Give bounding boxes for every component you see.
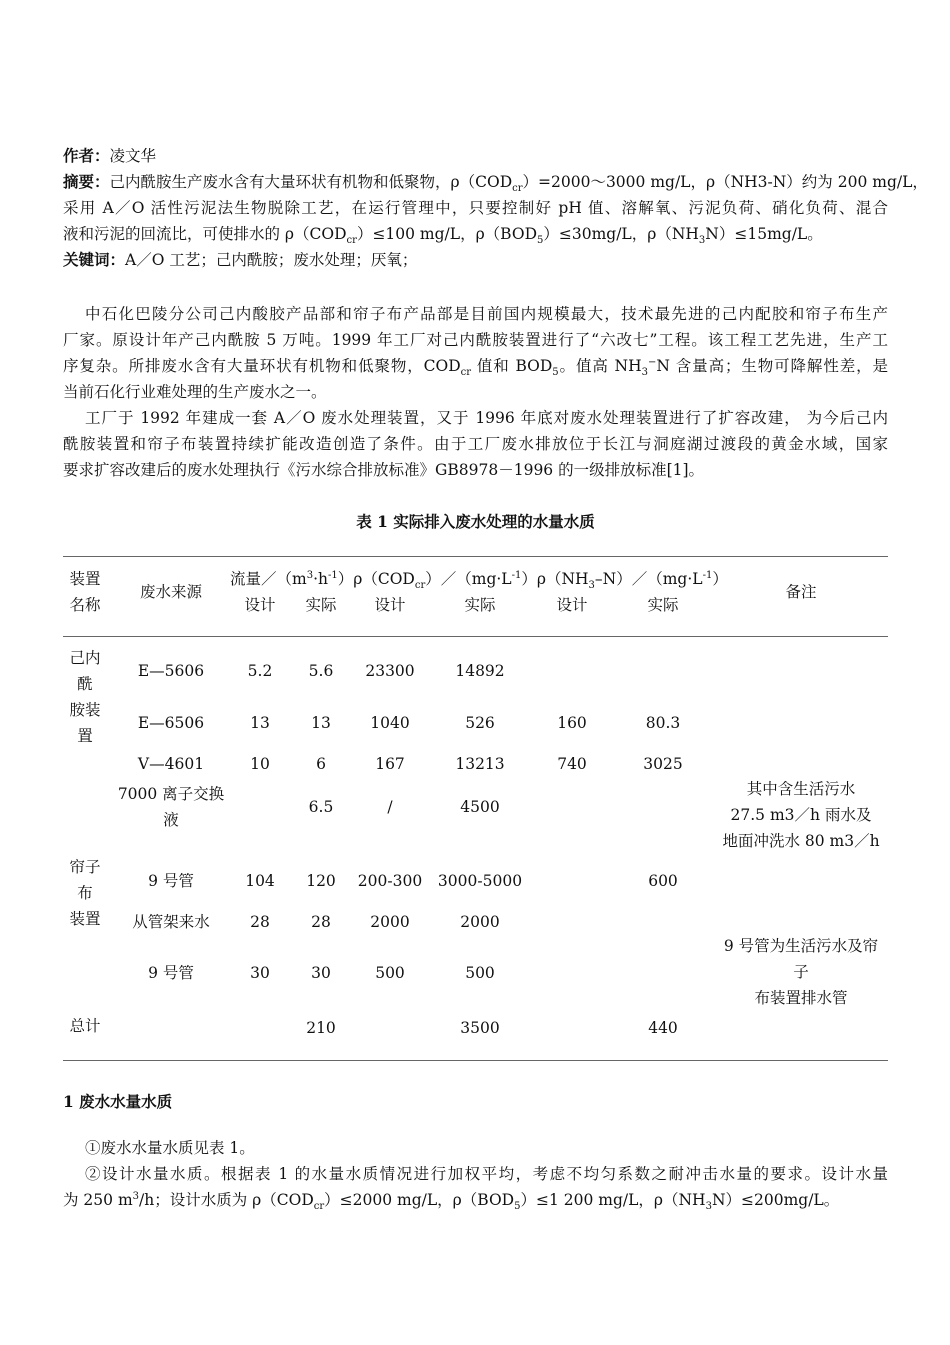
device-label-line: 置: [77, 727, 93, 745]
table-cell-cod-actual: 14892: [455, 662, 505, 680]
paragraph-line: 酰胺装置和帘子布装置持续扩能改造创造了条件。由于工厂废水排放位于长江与洞庭湖过渡段的黄金水域，国家: [63, 435, 888, 453]
paragraph-line: 要求扩容改建后的废水处理执行《污水综合排放标准》GB8978－1996 的一级排放标准[1]。: [63, 461, 705, 479]
table-cell-flow-actual: 30: [311, 964, 331, 982]
device-cord: [69, 854, 100, 932]
table-cell-source: 9 号管: [148, 964, 194, 982]
table-cell-source: V—4601: [137, 755, 205, 773]
table-cell-cod-actual: 500: [465, 964, 495, 982]
keywords-line: [63, 247, 888, 273]
abstract-line-1: [63, 169, 928, 195]
device-label-line: 布: [77, 884, 93, 902]
total-flow-actual: 210: [306, 1019, 336, 1037]
table-cell-cod-actual: 2000: [460, 913, 500, 931]
abstract-label: 摘要：: [63, 172, 110, 191]
table-cell-source: E—5606: [137, 662, 205, 680]
table-cell-flow-design: 13: [250, 714, 270, 732]
intro-section: [63, 301, 888, 483]
remark-line: 其中含生活污水: [746, 780, 856, 798]
abstract-line-2: 采用 A／O 活性污泥法生物脱除工艺，在运行管理中，只要控制好 pH 值、溶解氧、污泥负荷、硝化负荷、混合: [63, 199, 888, 217]
keywords-label: 关键词：: [63, 250, 126, 269]
paragraph-line: 中石化巴陵分公司己内酸胶产品部和帘子布产品部是目前国内规模最大，技术最先进的己内配胶和帘子布生产: [85, 305, 888, 323]
header-remark: 备注: [785, 583, 817, 601]
author-line: [63, 143, 888, 169]
article-meta: [63, 143, 928, 273]
table-cell-flow-design: 10: [250, 755, 270, 773]
paragraph-line: 为 250 $m^3/h$；设计水质为 $\rho(COD_{cr})\le 2000$ mg/L，$\rho(BOD_5)\le 1$ 200 mg/L，$\rho(NH_3N)\le 200mg/L$。: [63, 1190, 840, 1213]
table-cell-flow-actual: 28: [311, 913, 331, 931]
table-cell-cod-design: 167: [375, 755, 405, 773]
paragraph-line: 当前石化行业难处理的生产废水之一。: [63, 383, 327, 401]
table-cell-cod-design: 500: [375, 964, 405, 982]
table-cell-flow-actual: 5.6: [308, 662, 334, 680]
table-cell-flow-design: 5.2: [247, 662, 273, 680]
device-label-line: 帘子: [69, 858, 101, 876]
header-nh3-actual: 实际: [647, 596, 679, 614]
author-name: 凌文华: [109, 147, 157, 165]
device-label-line: 己内: [69, 649, 101, 667]
total-label: 总计: [69, 1017, 101, 1035]
source-line: 液: [163, 811, 179, 829]
keywords-text: A／O 工艺；己内酰胺；废水处理；厌氧；: [125, 251, 418, 269]
paragraph-line: ②设计水量水质。根据表 1 的水量水质情况进行加权平均，考虑不均匀系数之耐冲击水量的要求。设计水量: [85, 1165, 888, 1183]
paragraph-line: ①废水水量水质见表 1。: [85, 1139, 255, 1157]
table-cell-source: 9 号管: [148, 872, 194, 890]
table-cell-source: E—6506: [137, 714, 205, 732]
table-cell-flow-actual: 120: [306, 872, 336, 890]
table-cell-cod-actual: 13213: [455, 755, 505, 773]
device-label-line: 装置: [69, 910, 101, 928]
table-cell-cod-design: 1040: [370, 714, 410, 732]
table-cell-cod-design: 23300: [365, 662, 415, 680]
table-cell-nh3-actual: 80.3: [645, 714, 681, 732]
table-cell-flow-design: 30: [250, 964, 270, 982]
device-label-line: 酰: [77, 675, 93, 693]
header-device: [69, 566, 100, 618]
abstract-text-1: 己内酰胺生产废水含有大量环状有机物和低聚物，$\rho(COD_{cr})=2000\sim 3000$ mg/L，ρ（NH3-N）约为 200 mg/L，: [109, 173, 928, 195]
table-cell-cod-actual: 3000-5000: [437, 872, 523, 890]
table-cell-flow-design: 104: [245, 872, 275, 890]
table-cell-cod-actual: 526: [465, 714, 495, 732]
header-divider: [63, 636, 888, 637]
section-heading: 1 废水水量水质: [63, 1092, 173, 1111]
remark-line: 9 号管为生活污水及帘: [723, 937, 879, 955]
section-body: [63, 1135, 888, 1213]
header-nh3-design: 设计: [556, 596, 588, 614]
header-device-line: 装置: [69, 570, 101, 588]
header-flow-actual: 实际: [305, 596, 337, 614]
remark-line: 布装置排水管: [754, 989, 848, 1007]
table-cell-nh3-design: 160: [557, 714, 587, 732]
remark-line: 27.5 m3／h 雨水及: [730, 806, 872, 824]
table-cell-nh3-actual: 600: [648, 872, 678, 890]
table-cell-cod-design: 2000: [370, 913, 410, 931]
table-cell-flow-actual: 13: [311, 714, 331, 732]
table-cell-nh3-design: 740: [557, 755, 587, 773]
remark-line: 子: [793, 963, 809, 981]
header-cod-design: 设计: [374, 596, 406, 614]
table-cell-source: 从管架来水: [132, 913, 210, 931]
source-line: 7000 离子交换: [117, 785, 225, 803]
table-cell-source: [118, 781, 224, 833]
device-label-line: 胺装: [69, 701, 101, 719]
paragraph-line: 工厂于 1992 年建成一套 A／O 废水处理装置，又于 1996 年底对废水处理装置进行了扩容改建， 为今后己内: [85, 409, 888, 427]
header-flow-design: 设计: [244, 596, 276, 614]
table-cell-cod-actual: 4500: [460, 798, 500, 816]
paragraph-line: 序复杂。所排废水含有大量环状有机物和低聚物，$COD_{cr}$ 值和 $BOD_5$。值高 $NH_3^-N$ 含量高；生物可降解性差，是: [63, 356, 889, 379]
header-device-line: 名称: [69, 596, 101, 614]
total-cod-actual: 3500: [460, 1019, 500, 1037]
abstract-line-3: 液和污泥的回流比，可使排水的 $\rho(COD_{cr})\le 100$ mg/L，$\rho(BOD_5)\le 30mg/L$，$\rho(NH_3N)\le 15mg/L$。: [63, 225, 823, 247]
table-cell-flow-actual: 6.5: [308, 798, 334, 816]
paragraph-line: 厂家。原设计年产己内酰胺 5 万吨。1999 年工厂对己内酰胺装置进行了“六改七”工程。该工程工艺先进，生产工: [63, 331, 888, 349]
header-group-line: 流量$/(m^3\cdot h^{-1})\rho(COD_{cr})/(mg\cdot L^{-1})\rho(NH_3-N)/(mg\cdot L^{-1})$: [230, 569, 728, 592]
table-cell-flow-design: 28: [250, 913, 270, 931]
device-caprolactam: [69, 645, 100, 749]
table-cell-nh3-actual: 3025: [643, 755, 683, 773]
remark-2: [724, 933, 878, 1011]
author-label: 作者：: [63, 146, 110, 165]
table-cell-cod-design: 200-300: [357, 872, 423, 890]
table-caption: 表 1 实际排入废水处理的水量水质: [356, 512, 595, 531]
remark-1: [722, 776, 879, 854]
remark-line: 地面冲洗水 80 m3／h: [722, 832, 880, 850]
header-cod-actual: 实际: [464, 596, 496, 614]
header-source: 废水来源: [139, 583, 203, 601]
water-quality-table: [63, 556, 888, 1061]
total-nh3-actual: 440: [648, 1019, 678, 1037]
table-cell-flow-actual: 6: [316, 755, 326, 773]
table-cell-cod-design: /: [387, 798, 393, 816]
